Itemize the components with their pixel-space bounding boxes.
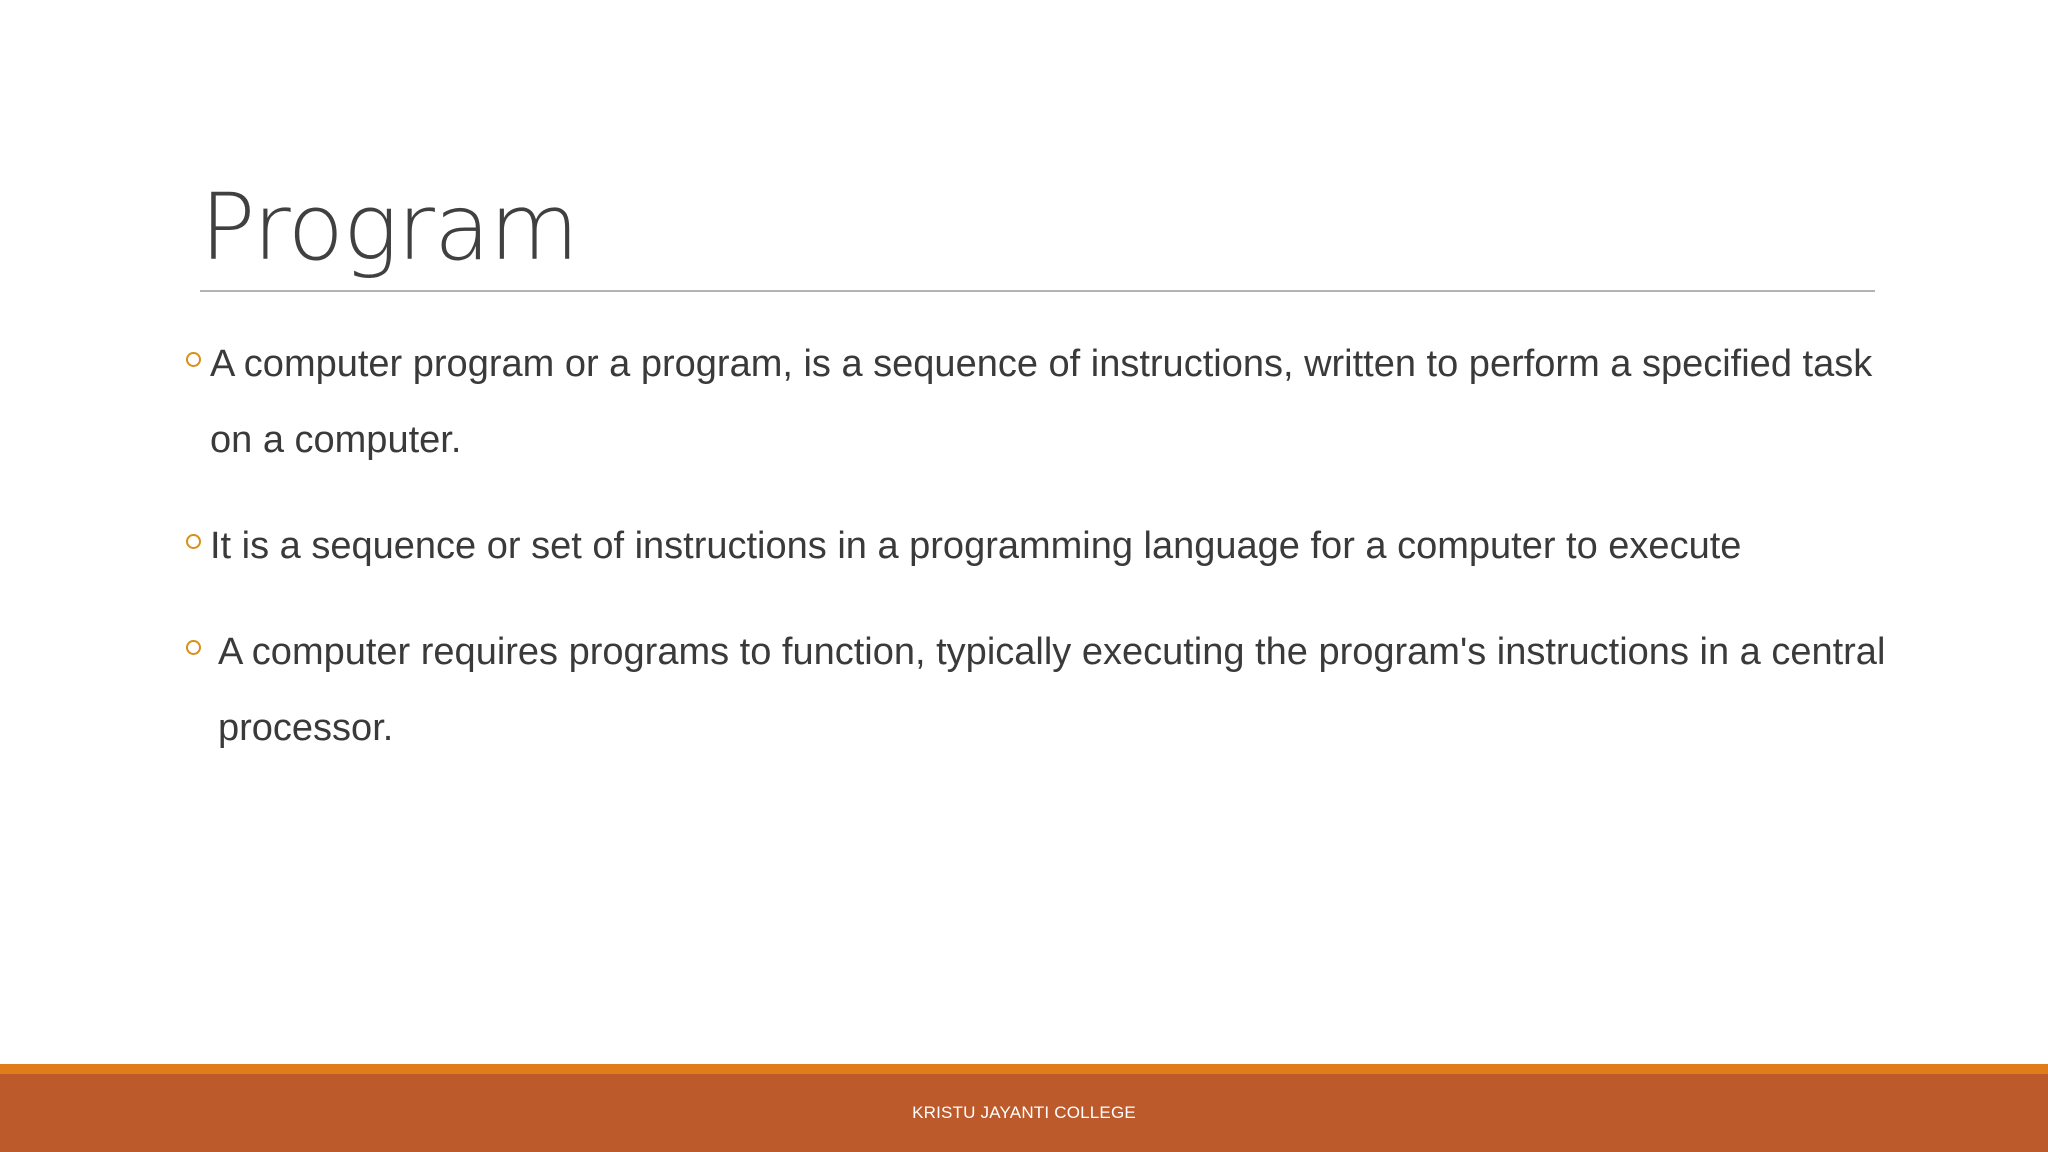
hollow-circle-bullet-icon xyxy=(186,640,201,655)
bullet-item xyxy=(186,614,1886,766)
title-divider xyxy=(200,290,1875,292)
footer-college-name: KRISTU JAYANTI COLLEGE xyxy=(912,1103,1136,1122)
bullet-item xyxy=(186,326,1886,478)
bullet-item xyxy=(186,508,1886,584)
hollow-circle-bullet-icon xyxy=(186,534,201,549)
footer-accent-stripe xyxy=(0,1064,2048,1074)
slide-title: Program xyxy=(200,174,578,281)
bullet-text: It is a sequence or set of instructions in a programming language for a computer to execute xyxy=(210,525,1742,567)
bullet-list xyxy=(186,326,1886,796)
bullet-text: A computer requires programs to function, typically executing the program's instructions in a central processor. xyxy=(218,631,1886,749)
bullet-text: A computer program or a program, is a sequence of instructions, written to perform a specified task on a computer. xyxy=(210,343,1873,461)
hollow-circle-bullet-icon xyxy=(186,352,201,367)
footer-band xyxy=(0,1074,2048,1152)
